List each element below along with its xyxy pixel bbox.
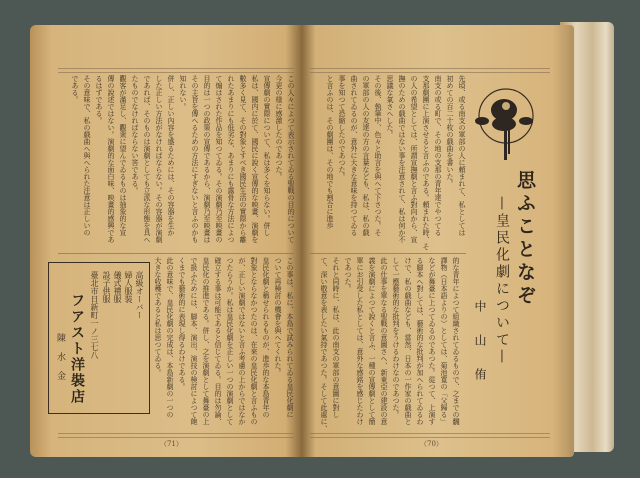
left-page-bottom-text [152, 257, 296, 433]
article-author: 中山侑 [473, 300, 487, 402]
text-column: 初めての百二十枚の戯曲を書いた。 [446, 75, 454, 187]
text-column: と言ふのは、その劇團は、その地でも割合に進歩 [326, 75, 334, 229]
right-page-bottom-text [318, 257, 462, 433]
article-subtitle: —皇民化劇について— [494, 196, 510, 366]
text-column: れたあまりにも低劣な、あまりにも露骨な方法によつ [227, 75, 235, 243]
text-column: 私は、國内に於て、國民に說く宣傳的な映畫、演劇を [251, 75, 259, 243]
text-column: て煽はされた作品を知つてゐる。その演劇乃至映畫の [215, 75, 223, 243]
text-column: 曲されてゐるのが、意外に大きな意味を持つてゐる [350, 75, 358, 236]
text-column: その意味で、私の戯曲へ與へられた注意は正しいの [83, 75, 91, 236]
text-column: 此の意味で、皇民化劇の完成は、本島新劇の一つの [166, 257, 174, 418]
text-column: した正しい方法がなければならない。その容器が演劇 [155, 75, 163, 243]
text-column: この事は、私に、本島で試みられてゐる皇民化劇に [286, 257, 294, 418]
text-column: 譯物（日本語よりの）としては、菊池寛の「父歸る」 [440, 257, 448, 425]
text-column: して一應藝術的な批判をうけるわけなのであつた。 [392, 257, 400, 418]
left-page-top-text [69, 75, 297, 251]
text-column: で扱ふためには、脚本、演出、演技の検討によつて飽 [190, 257, 198, 425]
page-number-left: （71） [160, 440, 183, 448]
text-column: 義を演劇によつて說くと言ふ、一種の宣傳劇として簡 [368, 257, 376, 425]
text-column: 皇民化の推進である。併し、之を演劇として舞臺の上 [202, 257, 210, 425]
right-page-top-text [324, 75, 468, 251]
section-rule-right [310, 253, 466, 254]
footer-rule-left [58, 433, 294, 438]
header-rule-right [310, 68, 550, 73]
text-column: 大きな收穫であると私は思つてゐる。 [154, 257, 162, 376]
text-column: その後、執筆中、色々と助言を與へて下さつた。そ [374, 75, 382, 236]
article-title: 思ふことなぞ [514, 170, 536, 308]
text-column: 傳の說述ではない。演劇的な面白味、映畫的感興であ [107, 75, 115, 243]
text-column: 皇民化劇と稱せられるものが、進歩的な本島青年の [262, 257, 270, 418]
text-column: 數多く見て、その對象とすべき國民生活の實際から離 [239, 75, 247, 243]
footer-rule-right [310, 433, 550, 438]
text-column: 對象とならなかつたのは、在來の皇民化劇と言ふもの [250, 257, 258, 425]
text-column: の人の希望としては、所謂宣撫劇と言ふ對向から、宣 [410, 75, 418, 243]
text-column: 知れない。 [179, 75, 187, 110]
text-column: たものでなければならない筈である。 [131, 75, 139, 194]
text-column: 觀客が滿足し、觀衆に望んでゐるものは抽象的な宣 [119, 75, 127, 236]
text-column: 單にお引受した私としては、意外な感銘を感じたわけ [356, 257, 364, 425]
text-column: 併し、正しい內容を盛るためには、その容器を生か [167, 75, 175, 236]
ad-item: 婦人服裝 [124, 271, 133, 303]
text-column: 思議な氣さへした。 [386, 75, 394, 138]
text-column: 目的は一つの政策の宣傳であるから、演劇乃至映畫は [203, 75, 211, 243]
text-column: であつた。 [344, 257, 352, 292]
section-rule-left [58, 253, 294, 254]
text-column: 先頃、或る南支の軍部の人に頼まれて、私としては [458, 75, 466, 236]
text-column: 此の仕事を單なる聖戰の意圖さへ、新東亞の建設の意 [380, 257, 388, 425]
page-number-right: （70） [420, 440, 443, 448]
text-column: ついて再検討の機會を與へてくれた。 [274, 257, 282, 376]
text-column: くまでも藝術的に表現し得るわけである。 [178, 257, 186, 390]
monkey-ring-illustration [474, 84, 538, 164]
text-column: 確立する事は可能であると信じてゐる。目的は勿論、 [214, 257, 222, 425]
ad-owner: 陳水金 [55, 333, 65, 390]
text-column: である。 [71, 75, 79, 103]
ad-item: 儀式禮服 [113, 271, 122, 303]
text-column: その主旨を傳へるための方法にすぎないと言ふのかも [191, 75, 199, 243]
text-column: 宣傳劇の實際について、私は多くを知らない。併し [263, 75, 271, 236]
ad-shop-name: フアスト洋裝店 [69, 293, 85, 405]
text-column: などが舞臺に上つてゐるのであつた。從つて、上演す [428, 257, 436, 425]
ad-items [101, 271, 145, 319]
text-column: つたらうか。私は皇民化劇を正しい一つの演劇として [226, 257, 234, 425]
text-column: 南支の或る町で、その地の支那の青年達でやつてる [434, 75, 442, 236]
text-column: る脚本へ對しては、藝術的な批判が加へられてゐるわ [416, 257, 424, 425]
header-rule-left [58, 68, 294, 73]
advertisement-box [48, 262, 150, 414]
ad-address: 臺北市日新町一ノ三七八 [90, 271, 99, 359]
text-column: 撫のための戯曲ではない事を注意されて、私は何か不 [398, 75, 406, 243]
text-column: の軍部の人の友達の方の言葉なども、私は、私の戯 [362, 75, 370, 236]
text-column: 事を知つて恐縮したのであつた。 [338, 75, 346, 180]
ad-item: 高級オーバー [135, 271, 144, 319]
text-column: それと同時に、私は、此の南支の軍部の意圖に對し [332, 257, 340, 418]
text-column: て、深い敬意を表したい氣持であつた。そして此處に、 [320, 257, 328, 432]
text-column: この人々によつて表示されてゐる聖戰の目的について [287, 75, 295, 243]
text-column: 的な青年によつて組織されてゐるもので、之までの飜 [452, 257, 460, 425]
text-column: るはずである。 [95, 75, 103, 124]
text-column: 支那劇團に上演させると言ふのである。頼まれた時、そ [422, 75, 430, 250]
text-column: であれば、そのものは演劇としても立派な形態を具へ [143, 75, 151, 243]
text-column: けで、私の戯曲なども、當然、日本の一作家の戯曲と [404, 257, 412, 425]
text-column: が、正しい演劇ではないと言ふ考慮の上からではなか [238, 257, 246, 425]
ad-item: 設子供服 [102, 271, 111, 303]
text-column: 今更の様に感激したのであつた。 [275, 75, 283, 180]
